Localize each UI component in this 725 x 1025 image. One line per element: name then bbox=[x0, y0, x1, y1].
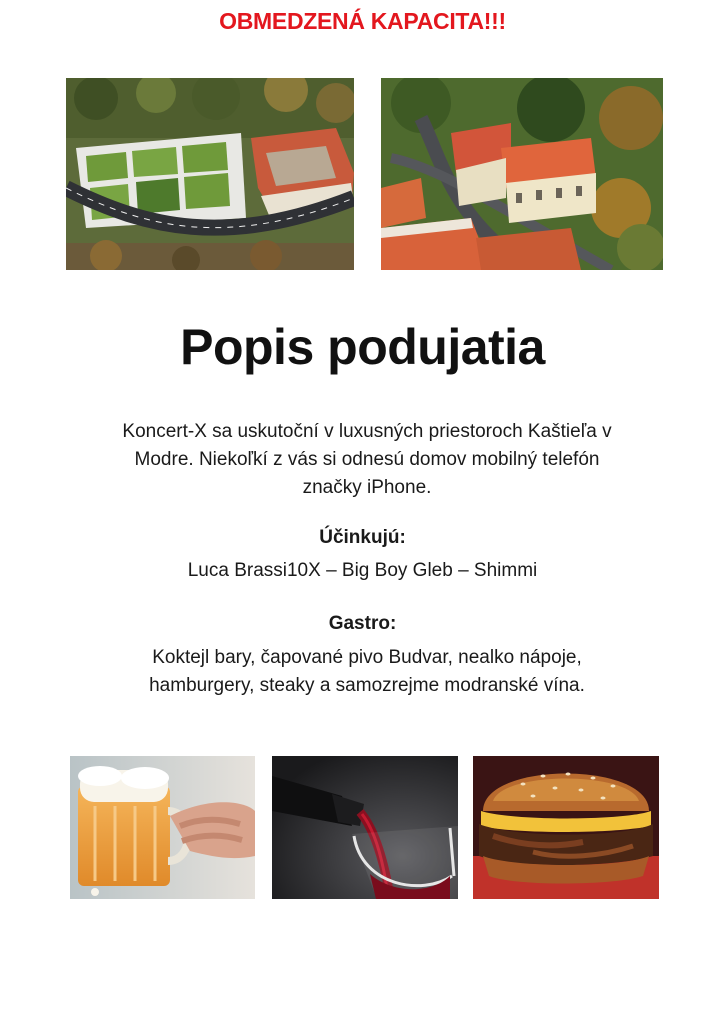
performers-list: Luca Brassi10X – Big Boy Gleb – Shimmi bbox=[187, 560, 538, 581]
gastro-description: Koktejl bary, čapované pivo Budvar, nealko nápoje, hamburgery, steaky a samozrejme modranské vína. bbox=[149, 647, 585, 696]
burger-photo bbox=[473, 756, 659, 899]
performers-heading: Účinkujú: bbox=[319, 527, 406, 548]
page-title: Popis podujatia bbox=[180, 319, 545, 375]
gastro-heading: Gastro: bbox=[328, 613, 397, 634]
wine-pouring-photo bbox=[272, 756, 458, 899]
event-description: Koncert-X sa uskutoční v luxusných priestoroch Kaštieľa v Modre. Niekoľkí z vás si odnesú domov mobilný telefón značky iPhone. bbox=[122, 421, 612, 498]
capacity-warning-banner: OBMEDZENÁ KAPACITA!!! bbox=[219, 8, 506, 34]
castle-garden-aerial-photo bbox=[66, 78, 354, 270]
manor-house-aerial-photo bbox=[381, 78, 663, 270]
beer-mug-photo bbox=[70, 756, 255, 899]
